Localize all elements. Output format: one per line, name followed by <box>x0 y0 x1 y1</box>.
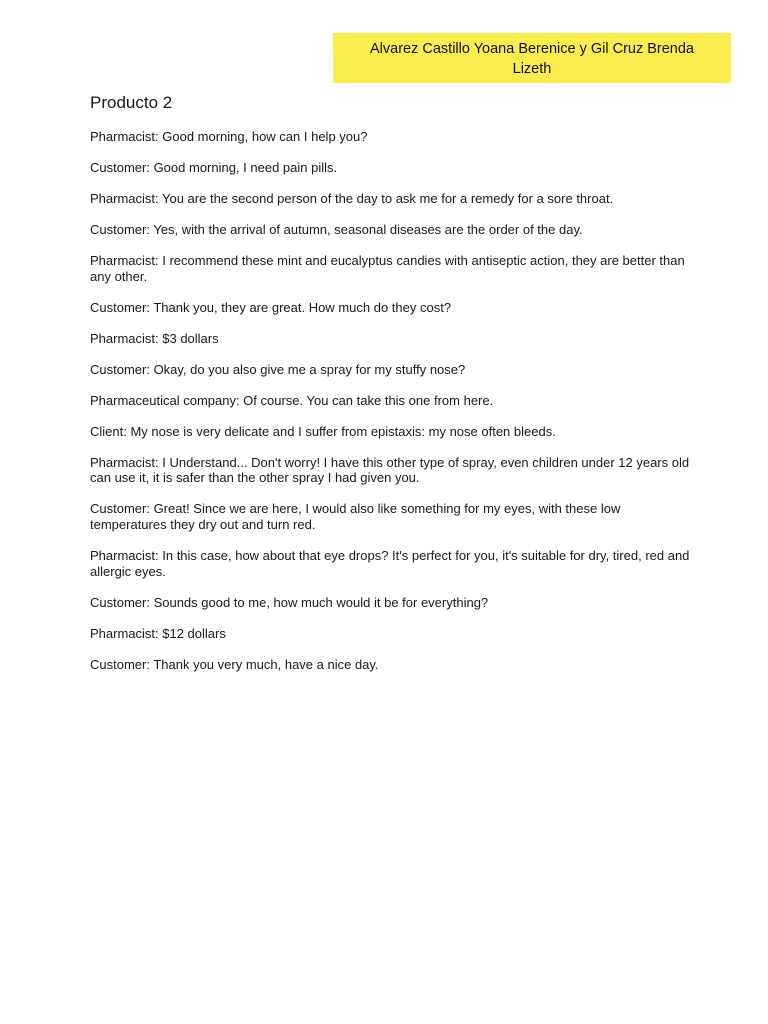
dialogue-line: Customer: Yes, with the arrival of autumn, seasonal diseases are the order of the day. <box>90 222 583 237</box>
dialogue-line: Pharmacist: I recommend these mint and eucalyptus candies with antiseptic action, they are better than any other. <box>90 253 685 284</box>
dialogue-line: Customer: Good morning, I need pain pills. <box>90 160 338 175</box>
dialogue-line: Customer: Thank you very much, have a nice day. <box>90 656 379 672</box>
dialogue-line: Pharmacist: I Understand... Don't worry! I have this other type of spray, even children under 12 years old can use it, it is safer than the other spray I had given you. <box>90 454 690 486</box>
dialogue-line: Client: My nose is very delicate and I suffer from epistaxis: my nose often bleeds. <box>90 423 556 439</box>
dialogue-line: Customer: Okay, do you also give me a spray for my stuffy nose? <box>90 361 466 377</box>
dialogue-line: Pharmacist: You are the second person of the day to ask me for a remedy for a sore throat. <box>90 191 614 206</box>
authors-highlight-box <box>333 33 731 83</box>
dialogue-line: Pharmaceutical company: Of course. You can take this one from here. <box>90 392 494 408</box>
document-title: Producto 2 <box>90 93 173 112</box>
dialogue-list <box>90 129 690 688</box>
dialogue-line: Pharmacist: $3 dollars <box>90 330 219 346</box>
dialogue-line: Customer: Great! Since we are here, I would also like something for my eyes, with these low temperatures they dry out and turn red. <box>90 501 621 533</box>
authors-names: Alvarez Castillo Yoana Berenice y Gil Cruz Brenda Lizeth <box>370 41 694 77</box>
dialogue-line: Customer: Sounds good to me, how much would it be for everything? <box>90 594 489 610</box>
dialogue-line: Customer: Thank you, they are great. How much do they cost? <box>90 299 452 315</box>
dialogue-line: Pharmacist: $12 dollars <box>90 625 226 641</box>
dialogue-line: Pharmacist: In this case, how about that eye drops? It's perfect for you, it's suitable for dry, tired, red and allergic eyes. <box>90 548 690 579</box>
dialogue-line: Pharmacist: Good morning, how can I help you? <box>90 129 368 144</box>
